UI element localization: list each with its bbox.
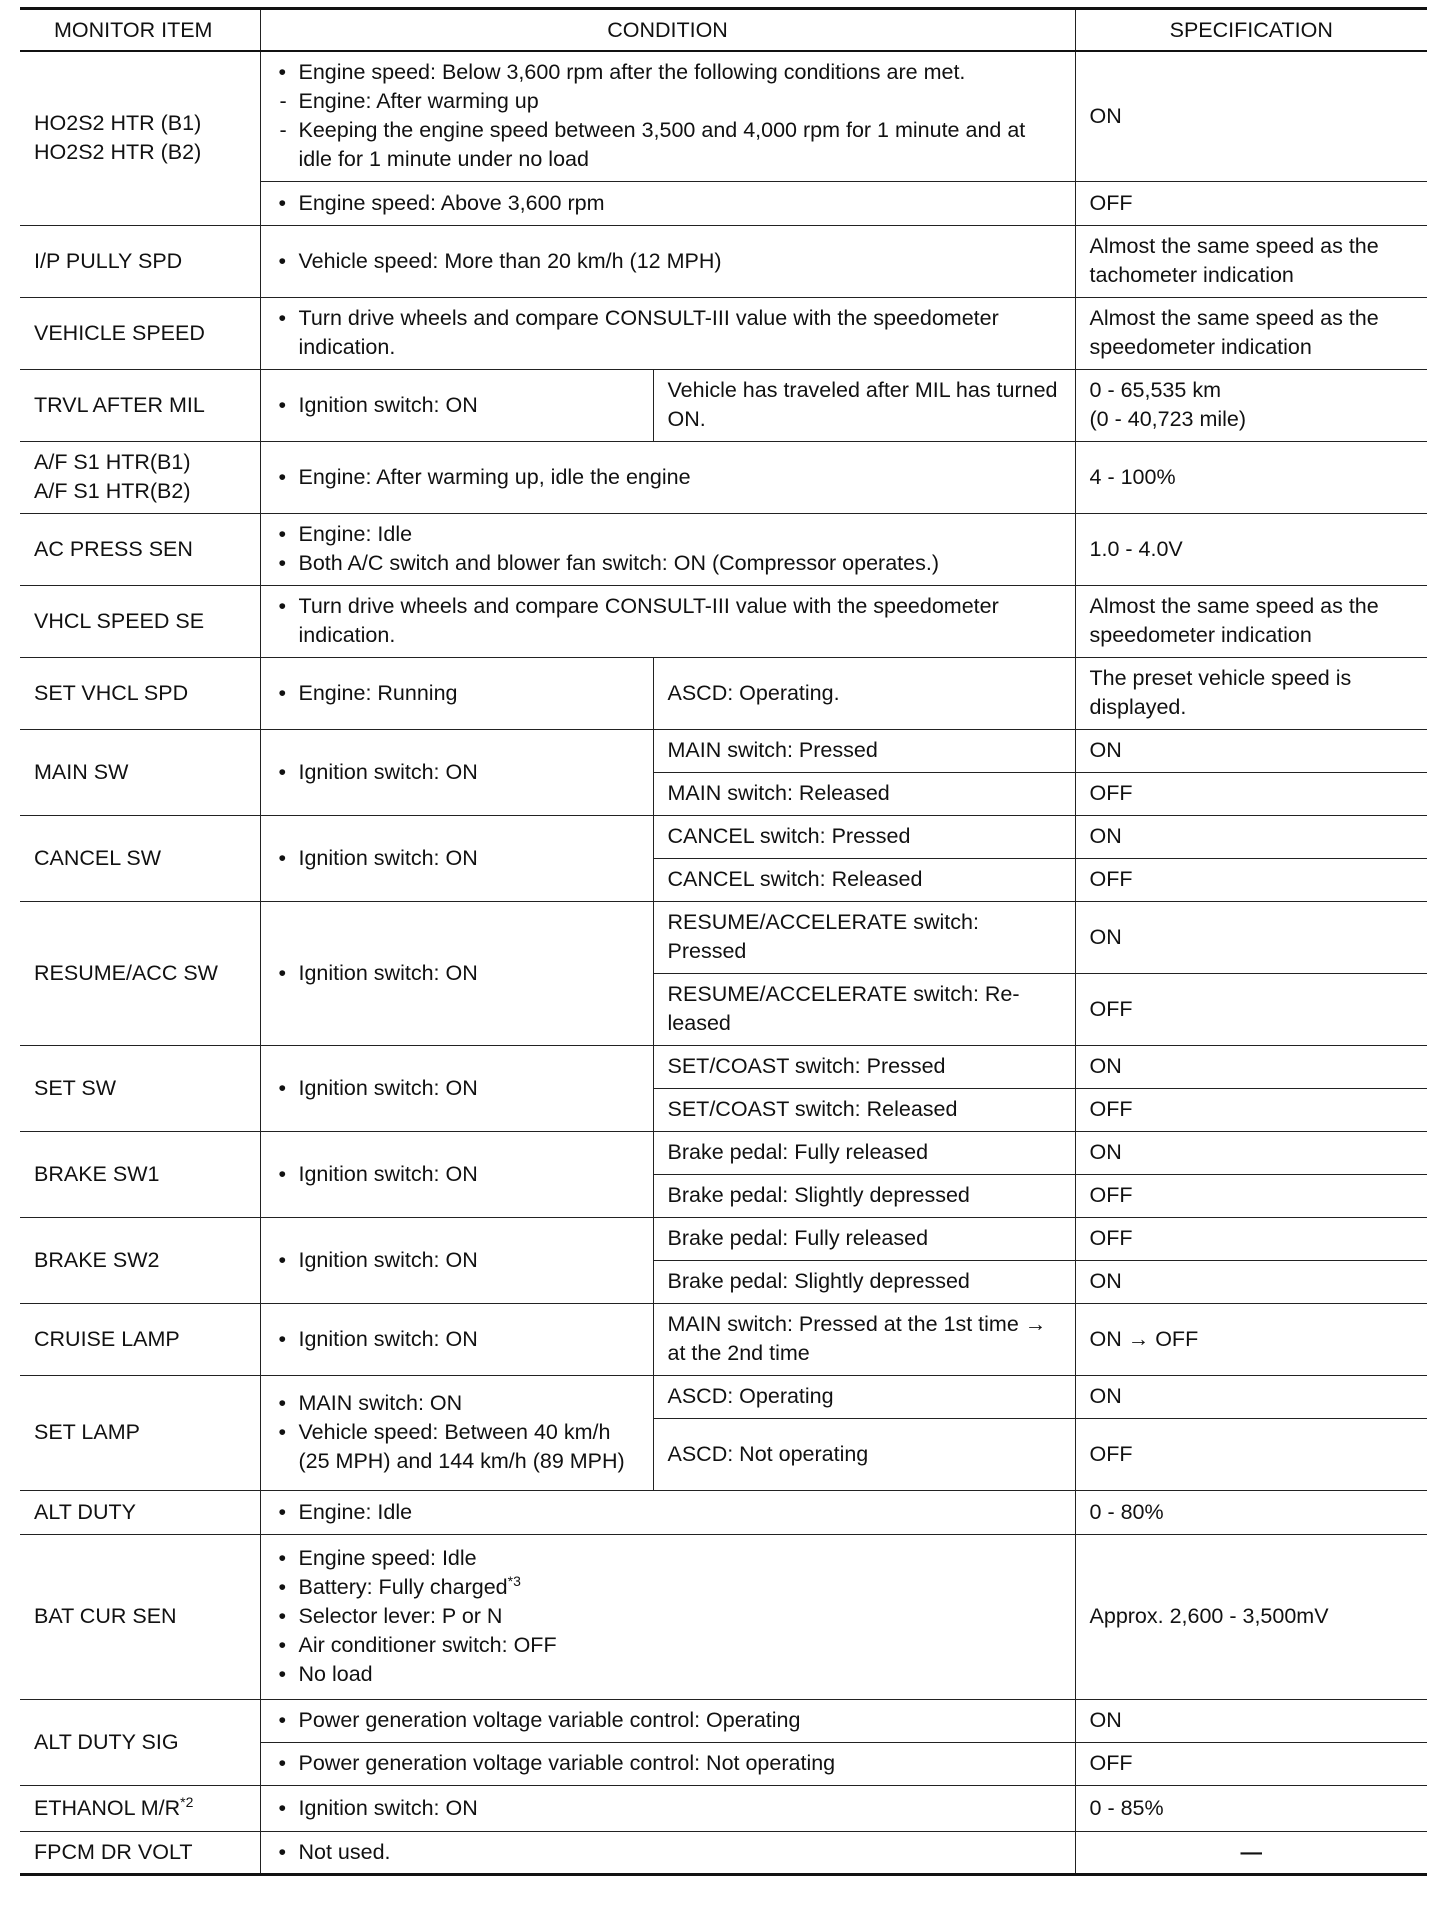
specification-cell: Approx. 2,600 - 3,500mV: [1075, 1534, 1427, 1699]
condition-bullet: • Engine: After warming up, idle the engine: [275, 463, 1061, 492]
specification-cell: OFF: [1075, 772, 1427, 815]
monitor-item-cell: [20, 1785, 260, 1831]
subcondition-cell: Brake pedal: Fully released: [653, 1131, 1075, 1174]
condition-cell: [260, 297, 1075, 369]
subcondition-cell: SET/COAST switch: Released: [653, 1088, 1075, 1131]
specification-cell: ON: [1075, 1699, 1427, 1742]
specification-cell: ON: [1075, 729, 1427, 772]
monitor-item-cell: BRAKE SW2: [20, 1217, 260, 1303]
condition-bullet: • Power generation voltage variable control: Not operating: [275, 1749, 1061, 1778]
specification-cell: ON: [1075, 815, 1427, 858]
subcondition-cell: SET/COAST switch: Pressed: [653, 1045, 1075, 1088]
condition-bullet: • Ignition switch: ON: [275, 1160, 639, 1189]
subcondition-cell: RESUME/ACCELERATE switch: Pressed: [653, 901, 1075, 973]
item-label: HO2S2 HTR (B1): [34, 111, 202, 136]
item-label: A/F S1 HTR(B2): [34, 479, 191, 503]
condition-bullet: • Engine: Idle: [275, 520, 1061, 549]
monitor-item-cell: [20, 441, 260, 513]
condition-bullet: • Engine: Idle: [275, 1498, 1061, 1527]
condition-cell: [260, 1785, 1075, 1831]
specification-cell: OFF: [1075, 1088, 1427, 1131]
specification-cell: ON → OFF: [1075, 1303, 1427, 1375]
condition-bullet: • Ignition switch: ON: [275, 1246, 639, 1275]
specification-cell: ON: [1075, 51, 1427, 181]
specification-cell: [1075, 1831, 1427, 1874]
item-label: HO2S2 HTR (B2): [34, 140, 202, 165]
condition-bullet: • Engine speed: Above 3,600 rpm: [275, 189, 1061, 218]
specification-cell: The preset vehicle speed is displayed.: [1075, 657, 1427, 729]
table-row: [20, 1303, 1427, 1375]
table-row: [20, 1831, 1427, 1874]
condition-bullet: • MAIN switch: ON: [275, 1389, 639, 1418]
condition-bullet: [275, 1573, 1061, 1602]
condition-cell: [260, 369, 653, 441]
specification-cell: OFF: [1075, 1742, 1427, 1785]
condition-bullet: • Vehicle speed: More than 20 km/h (12 MPH): [275, 247, 1061, 276]
condition-bullet: • Engine: Running: [275, 679, 639, 708]
specification-cell: Almost the same speed as the speedometer indication: [1075, 585, 1427, 657]
monitor-item-cell: SET VHCL SPD: [20, 657, 260, 729]
condition-cell: [260, 729, 653, 815]
condition-cell: [260, 815, 653, 901]
header-condition: CONDITION: [260, 9, 1075, 52]
subcondition-cell: ASCD: Operating.: [653, 657, 1075, 729]
condition-cell: [260, 51, 1075, 181]
condition-bullet: • Not used.: [275, 1838, 1061, 1867]
condition-cell: [260, 1131, 653, 1217]
condition-cell: [260, 1831, 1075, 1874]
monitor-item-cell: BAT CUR SEN: [20, 1534, 260, 1699]
subcondition-cell: Brake pedal: Fully released: [653, 1217, 1075, 1260]
table-row: [20, 225, 1427, 297]
condition-cell: [260, 1490, 1075, 1534]
specification-cell: ON: [1075, 1375, 1427, 1418]
condition-cell: [260, 1217, 653, 1303]
subcondition-cell: MAIN switch: Pressed: [653, 729, 1075, 772]
condition-bullet: • Air conditioner switch: OFF: [275, 1631, 1061, 1660]
table-row: [20, 1217, 1427, 1260]
condition-cell: [260, 1045, 653, 1131]
subcondition-cell: RESUME/ACCELERATE switch: Re-leased: [653, 973, 1075, 1045]
specification-cell: OFF: [1075, 1174, 1427, 1217]
specification-cell: Almost the same speed as the tachometer indication: [1075, 225, 1427, 297]
condition-cell: [260, 1699, 1075, 1742]
spec-not-applicable: —: [1240, 1839, 1263, 1864]
table-row: [20, 369, 1427, 441]
condition-bullet: • Power generation voltage variable control: Operating: [275, 1706, 1061, 1735]
condition-bullet: • Ignition switch: ON: [275, 959, 639, 988]
condition-bullet: • Ignition switch: ON: [275, 758, 639, 787]
monitor-item-cell: TRVL AFTER MIL: [20, 369, 260, 441]
condition-cell: [260, 441, 1075, 513]
monitor-item-cell: [20, 51, 260, 225]
monitor-item-cell: BRAKE SW1: [20, 1131, 260, 1217]
spec-line: 0 - 65,535 km: [1089, 378, 1221, 402]
condition-cell: [260, 657, 653, 729]
specification-cell: 0 - 80%: [1075, 1490, 1427, 1534]
condition-cell: [260, 181, 1075, 225]
table-header-row: [20, 9, 1427, 52]
specification-cell: ON: [1075, 1131, 1427, 1174]
condition-cell: [260, 1742, 1075, 1785]
table-row: [20, 1375, 1427, 1418]
monitor-item-cell: SET LAMP: [20, 1375, 260, 1490]
condition-cell: [260, 1303, 653, 1375]
table-row: [20, 1785, 1427, 1831]
condition-bullet: • Ignition switch: ON: [275, 844, 639, 873]
table-row: [20, 297, 1427, 369]
subcondition-cell: MAIN switch: Released: [653, 772, 1075, 815]
monitor-item-cell: I/P PULLY SPD: [20, 225, 260, 297]
condition-cell: [260, 1375, 653, 1490]
monitor-item-cell: ALT DUTY SIG: [20, 1699, 260, 1785]
table-row: [20, 729, 1427, 772]
subcondition-cell: CANCEL switch: Pressed: [653, 815, 1075, 858]
condition-bullet: • Turn drive wheels and compare CONSULT-III value with the speedometer indication.: [275, 304, 1061, 362]
table-row: [20, 901, 1427, 973]
monitor-item-cell: MAIN SW: [20, 729, 260, 815]
condition-bullet: • Engine speed: Idle: [275, 1544, 1061, 1573]
specification-cell: OFF: [1075, 858, 1427, 901]
condition-cell: [260, 901, 653, 1045]
table-row: [20, 441, 1427, 513]
condition-cell: [260, 585, 1075, 657]
subcondition-cell: ASCD: Operating: [653, 1375, 1075, 1418]
table-row: [20, 815, 1427, 858]
subcondition-cell: MAIN switch: Pressed at the 1st time → at the 2nd time: [653, 1303, 1075, 1375]
specification-cell: OFF: [1075, 1418, 1427, 1490]
condition-cell: [260, 225, 1075, 297]
monitor-item-cell: ALT DUTY: [20, 1490, 260, 1534]
condition-bullet: • Selector lever: P or N: [275, 1602, 1061, 1631]
specification-cell: ON: [1075, 1260, 1427, 1303]
condition-cell: [260, 1534, 1075, 1699]
monitor-item-cell: CANCEL SW: [20, 815, 260, 901]
table-row: [20, 513, 1427, 585]
monitor-item-table: [20, 7, 1427, 1876]
subcondition-cell: Vehicle has traveled after MIL has turned ON.: [653, 369, 1075, 441]
condition-bullet: • Turn drive wheels and compare CONSULT-III value with the speedometer indication.: [275, 592, 1061, 650]
specification-cell: 0 - 85%: [1075, 1785, 1427, 1831]
subcondition-cell: ASCD: Not operating: [653, 1418, 1075, 1490]
specification-cell: Almost the same speed as the speedometer indication: [1075, 297, 1427, 369]
condition-subitem: - Engine: After warming up: [275, 87, 1061, 116]
condition-bullet: • Ignition switch: ON: [275, 1325, 639, 1354]
monitor-item-cell: VHCL SPEED SE: [20, 585, 260, 657]
specification-cell: 1.0 - 4.0V: [1075, 513, 1427, 585]
table-row: [20, 1045, 1427, 1088]
monitor-item-cell: AC PRESS SEN: [20, 513, 260, 585]
monitor-item-cell: SET SW: [20, 1045, 260, 1131]
condition-bullet: • Vehicle speed: Between 40 km/h (25 MPH) and 144 km/h (89 MPH): [275, 1418, 639, 1476]
condition-bullet: • Ignition switch: ON: [275, 1794, 1061, 1823]
specification-cell: [1075, 369, 1427, 441]
specification-cell: OFF: [1075, 1217, 1427, 1260]
monitor-item-cell: FPCM DR VOLT: [20, 1831, 260, 1874]
footnote-marker: *3: [507, 1572, 521, 1589]
specification-cell: OFF: [1075, 181, 1427, 225]
specification-cell: ON: [1075, 901, 1427, 973]
specification-cell: ON: [1075, 1045, 1427, 1088]
table-row: [20, 1131, 1427, 1174]
spec-line: (0 - 40,723 mile): [1089, 407, 1247, 431]
specification-cell: 4 - 100%: [1075, 441, 1427, 513]
table-row: [20, 1534, 1427, 1699]
item-label: A/F S1 HTR(B1): [34, 450, 191, 474]
condition-bullet: • Both A/C switch and blower fan switch: ON (Compressor operates.): [275, 549, 1061, 578]
condition-text: Battery: Fully charged: [298, 1575, 508, 1599]
condition-bullet: • Ignition switch: ON: [275, 1074, 639, 1103]
condition-bullet: • Engine speed: Below 3,600 rpm after the following conditions are met.: [275, 58, 1061, 87]
header-monitor-item: MONITOR ITEM: [20, 9, 260, 52]
footnote-marker: *2: [180, 1793, 194, 1810]
table-row: [20, 657, 1427, 729]
table-row: [20, 1699, 1427, 1742]
header-specification: SPECIFICATION: [1075, 9, 1427, 52]
monitor-item-cell: VEHICLE SPEED: [20, 297, 260, 369]
condition-bullet: • No load: [275, 1660, 1061, 1689]
table-row: [20, 1490, 1427, 1534]
table-row: [20, 51, 1427, 181]
condition-subitem: - Keeping the engine speed between 3,500 and 4,000 rpm for 1 minute and at idle for 1 minute under no load: [275, 116, 1061, 174]
condition-cell: [260, 513, 1075, 585]
subcondition-cell: Brake pedal: Slightly depressed: [653, 1260, 1075, 1303]
condition-bullet: • Ignition switch: ON: [275, 391, 639, 420]
monitor-item-cell: RESUME/ACC SW: [20, 901, 260, 1045]
item-label: ETHANOL M/R: [34, 1795, 181, 1820]
subcondition-cell: Brake pedal: Slightly depressed: [653, 1174, 1075, 1217]
monitor-item-cell: CRUISE LAMP: [20, 1303, 260, 1375]
specification-cell: OFF: [1075, 973, 1427, 1045]
subcondition-cell: CANCEL switch: Released: [653, 858, 1075, 901]
table-row: [20, 585, 1427, 657]
